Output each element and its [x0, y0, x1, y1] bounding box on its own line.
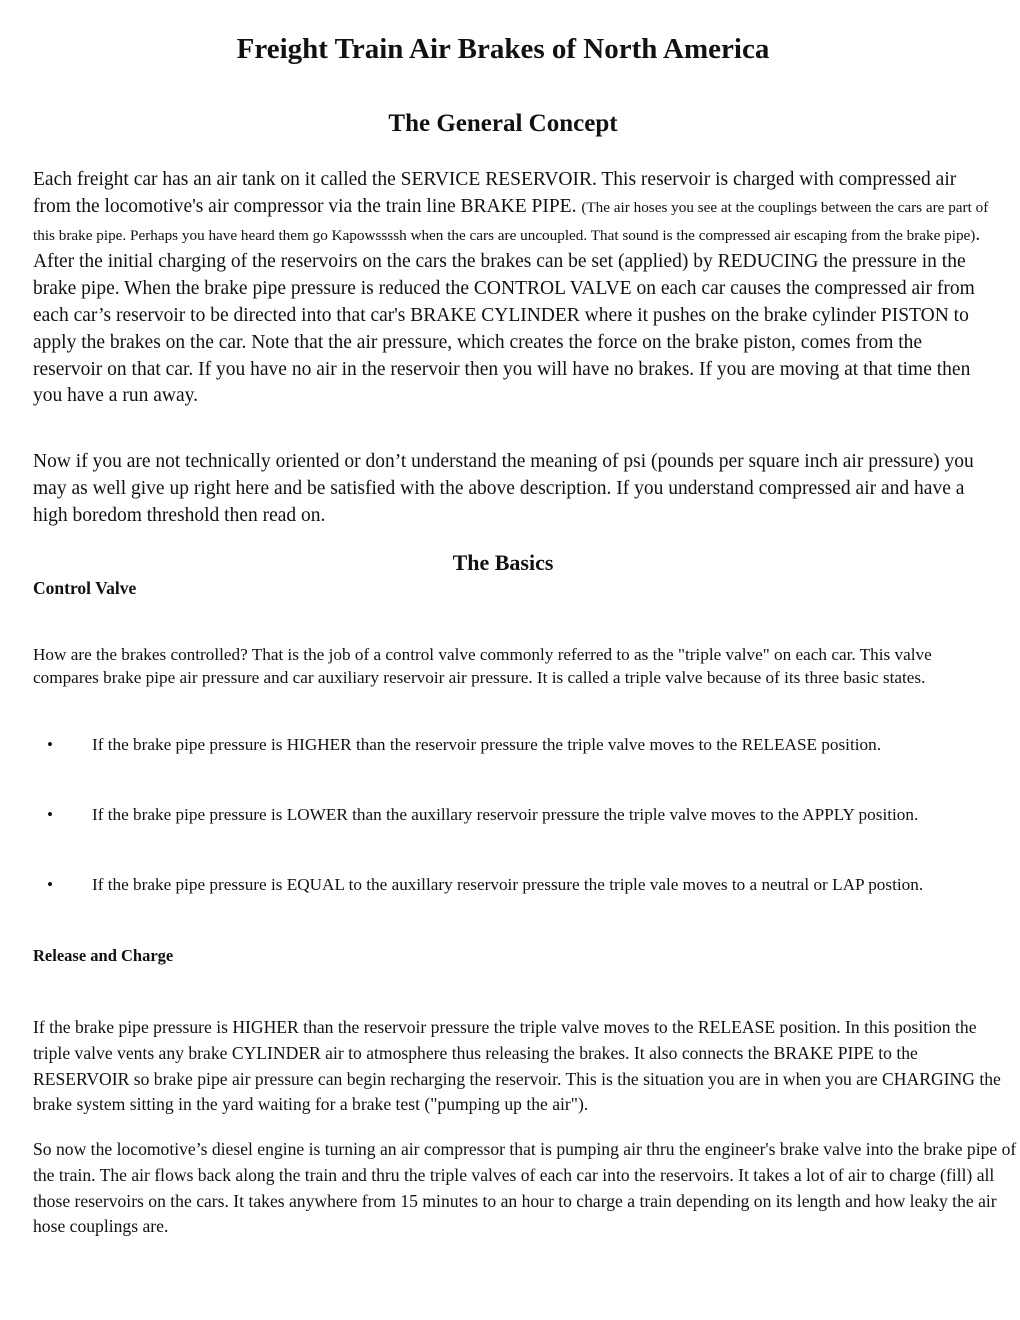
bullet-icon: •: [47, 875, 54, 894]
bullet-icon: •: [47, 805, 54, 824]
paragraph-text: . After the initial charging of the reservoirs on the cars the brakes can be set (applied) by REDUCING the pressure in the brake pipe. When the brake pipe pressure is reduced the CONTROL VALVE on each car causes the compressed air from each car’s reservoir to be directed into that car's BRAKE CYLINDER where it pushes on the brake cylinder PISTON to apply the brakes on the car. Note that the air pressure, which creates the force on the brake piston, comes from the reservoir on that car. If you have no air in the reservoir then you will have no brakes. If you are moving at that time then you have a run away.: [33, 223, 981, 407]
list-item-text: If the brake pipe pressure is EQUAL to the auxillary reservoir pressure the triple vale moves to a neutral or LAP postion.: [92, 875, 924, 894]
paragraph-aside-small: (The air hoses you see at the couplings between the cars are part of this brake pipe. Perhaps you have heard them go Kapowssssh when the cars are uncoupled. That sound is the compressed air escaping from the brake pipe): [33, 198, 989, 244]
list-item-text: If the brake pipe pressure is LOWER than the auxillary reservoir pressure the triple valve moves to the APPLY position.: [92, 805, 919, 824]
paragraph-control-valve: How are the brakes controlled? That is the job of a control valve commonly referred to as the "triple valve" on each car. This valve compares brake pipe air pressure and car auxiliary reservoir air pressure. It is called a triple valve because of its three basic states.: [33, 645, 932, 688]
paragraph-text: Each freight car has an air tank on it called the SERVICE RESERVOIR. This reservoir is charged with compressed air from the locomotive's air compressor via the train line BRAKE PIPE.: [33, 169, 957, 217]
subheading-control-valve: Control Valve: [33, 578, 137, 598]
section-heading-basics: The Basics: [452, 550, 554, 575]
list-item-text: If the brake pipe pressure is HIGHER than the reservoir pressure the triple valve moves to the RELEASE position.: [92, 735, 881, 754]
paragraph-technical-note: Now if you are not technically oriented or don’t understand the meaning of psi (pounds per square inch air pressure) you may as well give up right here and be satisfied with the above description. If you understand compressed air and have a high boredom threshold then read on.: [33, 451, 974, 526]
document-title: Freight Train Air Brakes of North America: [236, 33, 770, 65]
paragraph-charging-train: So now the locomotive’s diesel engine is turning an air compressor that is pumping air thru the engineer's brake valve into the brake pipe of the train. The air flows back along the train and thru the triple valves of each car into the reservoirs. It takes a lot of air to charge (fill) all those reservoirs on the cars. It takes anywhere from 15 minutes to an hour to charge a train depending on its length and how leaky the air hose couplings are.: [33, 1139, 1017, 1237]
paragraph-general-concept: [33, 167, 993, 410]
subheading-release-and-charge: Release and Charge: [33, 946, 174, 965]
paragraph-release-and-charge: If the brake pipe pressure is HIGHER than the reservoir pressure the triple valve moves to the RELEASE position. In this position the triple valve vents any brake CYLINDER air to atmosphere thus releasing the brakes. It also connects the BRAKE PIPE to the RESERVOIR so brake pipe air pressure can begin recharging the reservoir. This is the situation you are in when you are CHARGING the brake system sitting in the yard waiting for a brake test ("pumping up the air").: [33, 1017, 1001, 1115]
section-heading-general-concept: The General Concept: [388, 110, 618, 137]
bullet-icon: •: [47, 735, 54, 754]
